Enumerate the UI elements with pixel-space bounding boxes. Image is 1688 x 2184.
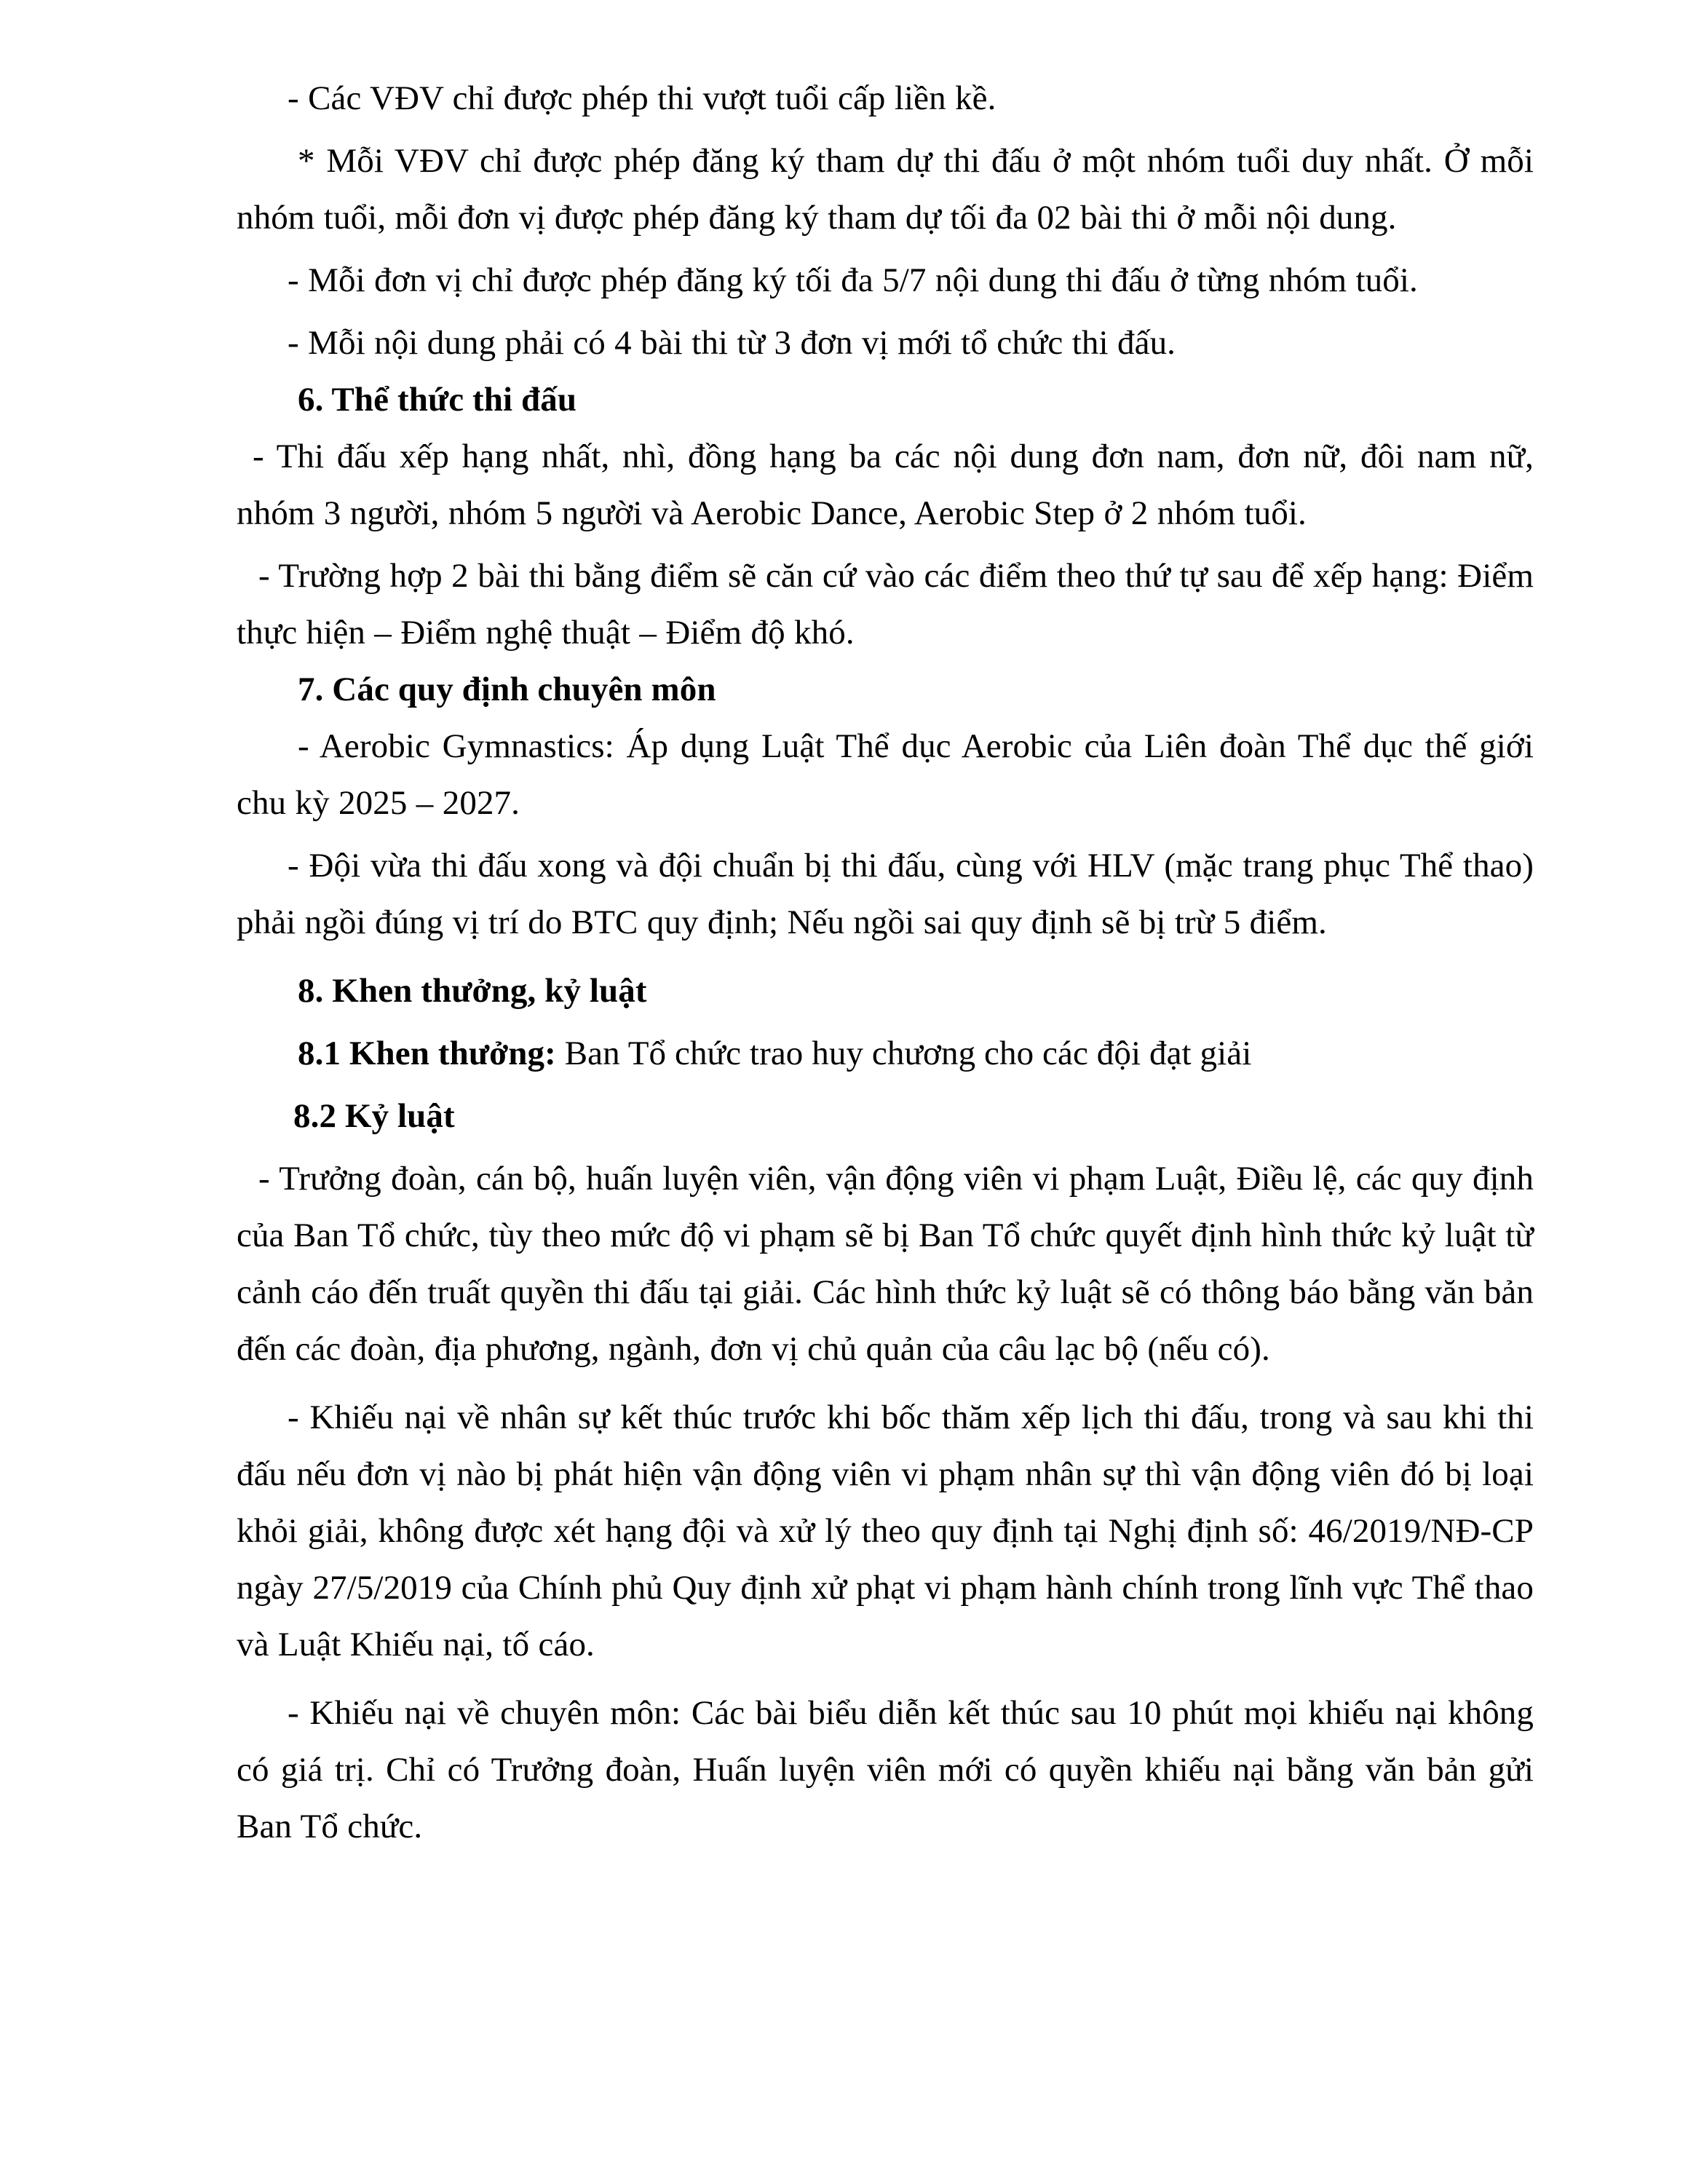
spacer: [237, 1377, 1534, 1389]
heading-section-8: 8. Khen thưởng, kỷ luật: [298, 972, 647, 1010]
spacer: [237, 951, 1534, 962]
paragraph-ranking-format: - Thi đấu xếp hạng nhất, nhì, đồng hạng ba các nội dung đơn nam, đơn nữ, đôi nam nữ, nhóm 3 người, nhóm 5 người và Aerobic Dance, Aerobic Step ở 2 nhóm tuổi.: [237, 438, 1534, 532]
heading-section-8-2: 8.2 Kỷ luật: [293, 1097, 455, 1135]
spacer: [237, 127, 1534, 132]
paragraph-section-8-1: [237, 1025, 1534, 1082]
spacer: [237, 309, 1534, 314]
spacer: [237, 1082, 1534, 1088]
spacer: [237, 831, 1534, 837]
page-content: [237, 70, 1534, 1855]
paragraph-tiebreak-rule: - Trường hợp 2 bài thi bằng điểm sẽ căn cứ vào các điểm theo thứ tự sau để xếp hạng: Điểm thực hiện – Điểm nghệ thuật – Điểm độ khó.: [237, 557, 1534, 652]
spacer: [237, 1019, 1534, 1025]
paragraph-vdv-age-limit: - Các VĐV chỉ được phép thi vượt tuổi cấp liền kề.: [288, 79, 996, 117]
paragraph-technical-complaint: - Khiếu nại về chuyên môn: Các bài biểu diễn kết thúc sau 10 phút mọi khiếu nại không có giá trị. Chỉ có Trưởng đoàn, Huấn luyện viên mới có quyền khiếu nại bằng văn bản gửi Ban Tổ chức.: [237, 1694, 1534, 1845]
paragraph-personnel-complaint: - Khiếu nại về nhân sự kết thúc trước khi bốc thăm xếp lịch thi đấu, trong và sau khi thi đấu nếu đơn vị nào bị phát hiện vận động viên vi phạm nhân sự thì vận động viên đó bị loại khỏi giải, không được xét hạng đội và xử lý theo quy định tại Nghị định số: 46/2019/NĐ-CP ngày 27/5/2019 của Chính phủ Quy định xử phạt vi phạm hành chính trong lĩnh vực Thể thao và Luật Khiếu nại, tố cáo.: [237, 1398, 1534, 1663]
text-khen-thuong: Ban Tổ chức trao huy chương cho các đội đạt giải: [555, 1034, 1252, 1072]
paragraph-max-events-per-unit: - Mỗi đơn vị chỉ được phép đăng ký tối đa 5/7 nội dung thi đấu ở từng nhóm tuổi.: [288, 261, 1418, 299]
paragraph-discipline-measures: - Trưởng đoàn, cán bộ, huấn luyện viên, vận động viên vi phạm Luật, Điều lệ, các quy định của Ban Tổ chức, tùy theo mức độ vi phạm sẽ bị Ban Tổ chức quyết định hình thức kỷ luật từ cảnh cáo đến truất quyền thi đấu tại giải. Các hình thức kỷ luật sẽ có thông báo bằng văn bản đến các đoàn, địa phương, ngành, đơn vị chủ quản của câu lạc bộ (nếu có).: [237, 1160, 1534, 1368]
paragraph-aerobic-rules: - Aerobic Gymnastics: Áp dụng Luật Thể dục Aerobic của Liên đoàn Thể dục thế giới chu kỳ 2025 – 2027.: [237, 727, 1534, 822]
heading-section-7: 7. Các quy định chuyên môn: [298, 670, 716, 708]
spacer: [237, 246, 1534, 252]
paragraph-seating-rule: - Đội vừa thi đấu xong và đội chuẩn bị thi đấu, cùng với HLV (mặc trang phục Thể thao) phải ngồi đúng vị trí do BTC quy định; Nếu ngồi sai quy định sẽ bị trừ 5 điểm.: [237, 847, 1534, 941]
spacer: [237, 1673, 1534, 1685]
heading-section-6: 6. Thể thức thi đấu: [298, 381, 577, 419]
spacer: [237, 1144, 1534, 1150]
spacer: [237, 542, 1534, 547]
paragraph-single-age-group: * Mỗi VĐV chỉ được phép đăng ký tham dự thi đấu ở một nhóm tuổi duy nhất. Ở mỗi nhóm tuổi, mỗi đơn vị được phép đăng ký tham dự tối đa 02 bài thi ở mỗi nội dung.: [237, 142, 1534, 237]
paragraph-minimum-entries: - Mỗi nội dung phải có 4 bài thi từ 3 đơn vị mới tổ chức thi đấu.: [288, 324, 1176, 362]
label-khen-thuong: 8.1 Khen thưởng:: [298, 1034, 556, 1072]
